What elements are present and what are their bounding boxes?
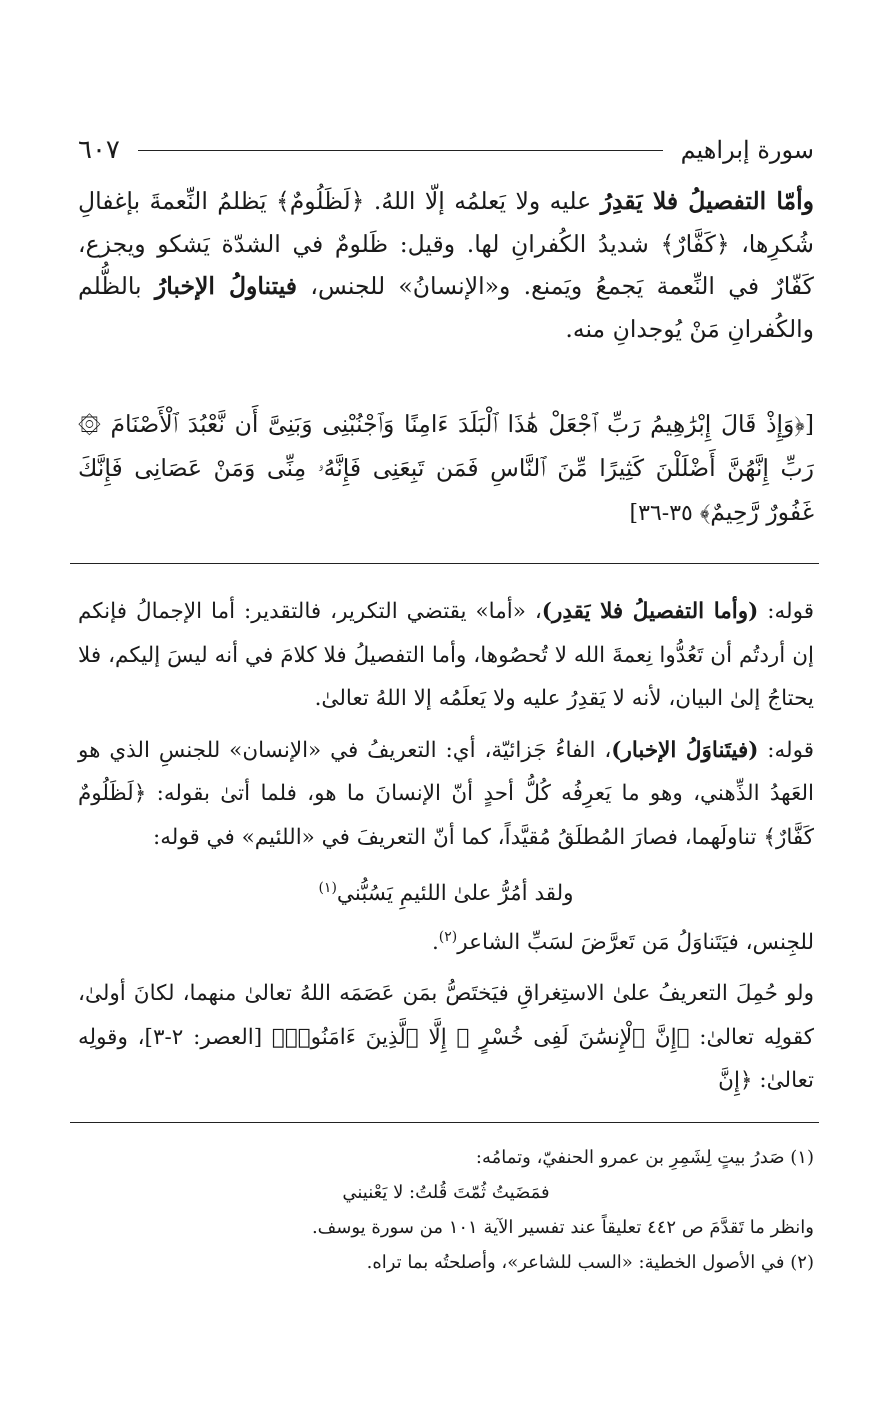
commentary-paragraph-3 bbox=[78, 916, 814, 965]
tafsir-main-text bbox=[78, 180, 814, 350]
comm-text-end: . bbox=[431, 929, 439, 955]
surah-title: سورة إبراهيم bbox=[680, 136, 814, 164]
comm-quote: (وأما التفصيلُ فلا يَقدِر) bbox=[541, 599, 759, 624]
footnote-1-line-3: وانظر ما تَقدَّمَ ص ٤٤٢ تعليقاً عند تفسير الآية ١٠١ من سورة يوسف. bbox=[311, 1217, 814, 1238]
main-text-tail: بالظُّلم والكُفرانِ مَنْ يُوجدانِ منه. bbox=[78, 272, 814, 343]
footnote-marker-2[interactable]: (٢) bbox=[438, 928, 458, 945]
footnote-1-line-1: (١) صَدرُ بيتٍ لِشَمِرِ بن عمرو الحنفيّ، وتمامُه: bbox=[475, 1147, 814, 1168]
quran-verse-block bbox=[78, 402, 814, 536]
commentary-section bbox=[78, 590, 814, 1111]
comm-text: للجِنس، فيَتَناوَلُ مَن تَعرَّضَ لسَبِّ الشاعر bbox=[457, 929, 814, 955]
comm-text: ، الفاءُ جَزائيّة، أي: التعريفُ في «الإنسان» للجنسِ الذي هو العَهدُ الذِّهني، وهو ما يَعرِفُه كُلُّ أحدٍ أنّ الإنسانَ ما هو، فلما أتىٰ بقوله: ﴿لَظَلُومٌ كَفَّارٌ﴾ تناولَهما، فصارَ المُطلَقُ مُقيَّداً، كما أنّ التعريفَ في «اللئيم» في قوله: bbox=[78, 737, 814, 850]
poem-verse bbox=[78, 867, 814, 916]
poem-line: ولقد أمُرُّ علىٰ اللئيمِ يَسُبُّني bbox=[336, 881, 574, 907]
main-bold-lead: وأمّا التفصيلُ فلا يَقدِرُ bbox=[600, 187, 814, 215]
page-number: ٦٠٧ bbox=[78, 135, 120, 165]
footnote-marker-1[interactable]: (١) bbox=[318, 880, 337, 896]
verse-text: [﴿وَإِذْ قَالَ إِبْرَٰهِيمُ رَبِّ ٱجْعَلْ هَٰذَا ٱلْبَلَدَ ءَامِنًا وَٱجْنُبْنِى وَبَنِىَّ أَن نَّعْبُدَ ٱلْأَصْنَامَ ۞ رَبِّ إِنَّهُنَّ أَضْلَلْنَ كَثِيرًا مِّنَ ٱلنَّاسِ فَمَن تَبِعَنِى فَإِنَّهُۥ مِنِّى وَمَنْ عَصَانِى فَإِنَّكَ غَفُورٌ رَّحِيمٌ﴾ bbox=[78, 410, 814, 526]
commentary-paragraph-4 bbox=[78, 972, 814, 1103]
main-paragraph bbox=[78, 180, 814, 350]
footnote-divider bbox=[70, 1122, 819, 1123]
page-header bbox=[78, 130, 814, 170]
comm-text: ، «أما» يقتضي التكرير، فالتقدير: أما الإجمالُ فإنكم إن أردتُم أن تَعُدُّوا نِعمةَ الله لا تُحصُوها، وأما التفصيلُ فلا كلامَ في أنه ليسَ إليكم، فلا يحتاجُ إلىٰ البيان، لأنه لا يَقدِرُ عليه ولا يَعلَمُه إلا اللهُ تعالىٰ. bbox=[78, 599, 814, 711]
comm-quote: (فيتَناوَلُ الإخبار) bbox=[611, 737, 759, 763]
footnotes-section bbox=[78, 1140, 814, 1280]
commentary-paragraph-1 bbox=[78, 590, 814, 721]
footnote-1-poem: فمَضَيتُ ثُمّتَ قُلتُ: لا يَعْنيني bbox=[342, 1182, 550, 1203]
comm-text: ولو حُمِلَ التعريفُ علىٰ الاستِغراقِ فيَختَصُّ بمَن عَصَمَه اللهُ تعالىٰ منهما، لكانَ أولىٰ، كقولِه تعالىٰ: ﴿إِنَّ ٱلْإِنسَٰنَ لَفِى خُسْرٍ ۞ إِلَّا ٱلَّذِينَ ءَامَنُوا۟﴾ [العصر: ٢-٣]، وقولِه تعالىٰ: ﴿إِنَّ bbox=[78, 981, 814, 1094]
commentary-paragraph-2 bbox=[78, 729, 814, 860]
footnote-2: (٢) في الأصول الخطية: «السب للشاعر»، وأصلحتُه بما تراه. bbox=[366, 1252, 814, 1273]
comm-prefix: قوله: bbox=[758, 737, 814, 763]
comm-prefix: قوله: bbox=[758, 599, 814, 624]
verse-reference: ٣٥-٣٦] bbox=[629, 501, 700, 526]
section-divider bbox=[70, 563, 819, 564]
header-rule bbox=[138, 150, 663, 151]
main-text-body: عليه ولا يَعلمُه إلّا اللهُ. ﴿لَظَلُومٌ﴾ يَظلمُ النِّعمةَ بإغفالِ شُكرِها، ﴿كَفَّارٌ﴾ شديدُ الكُفرانِ لها. وقيل: ظَلومٌ في الشدّة يَشكو ويجزع، كَفّارٌ في النِّعمة يَجمعُ ويَمنع. و«الإنسانُ» للجنس، bbox=[78, 187, 814, 300]
main-bold-mid: فيتناولُ الإخبارُ bbox=[154, 272, 298, 300]
